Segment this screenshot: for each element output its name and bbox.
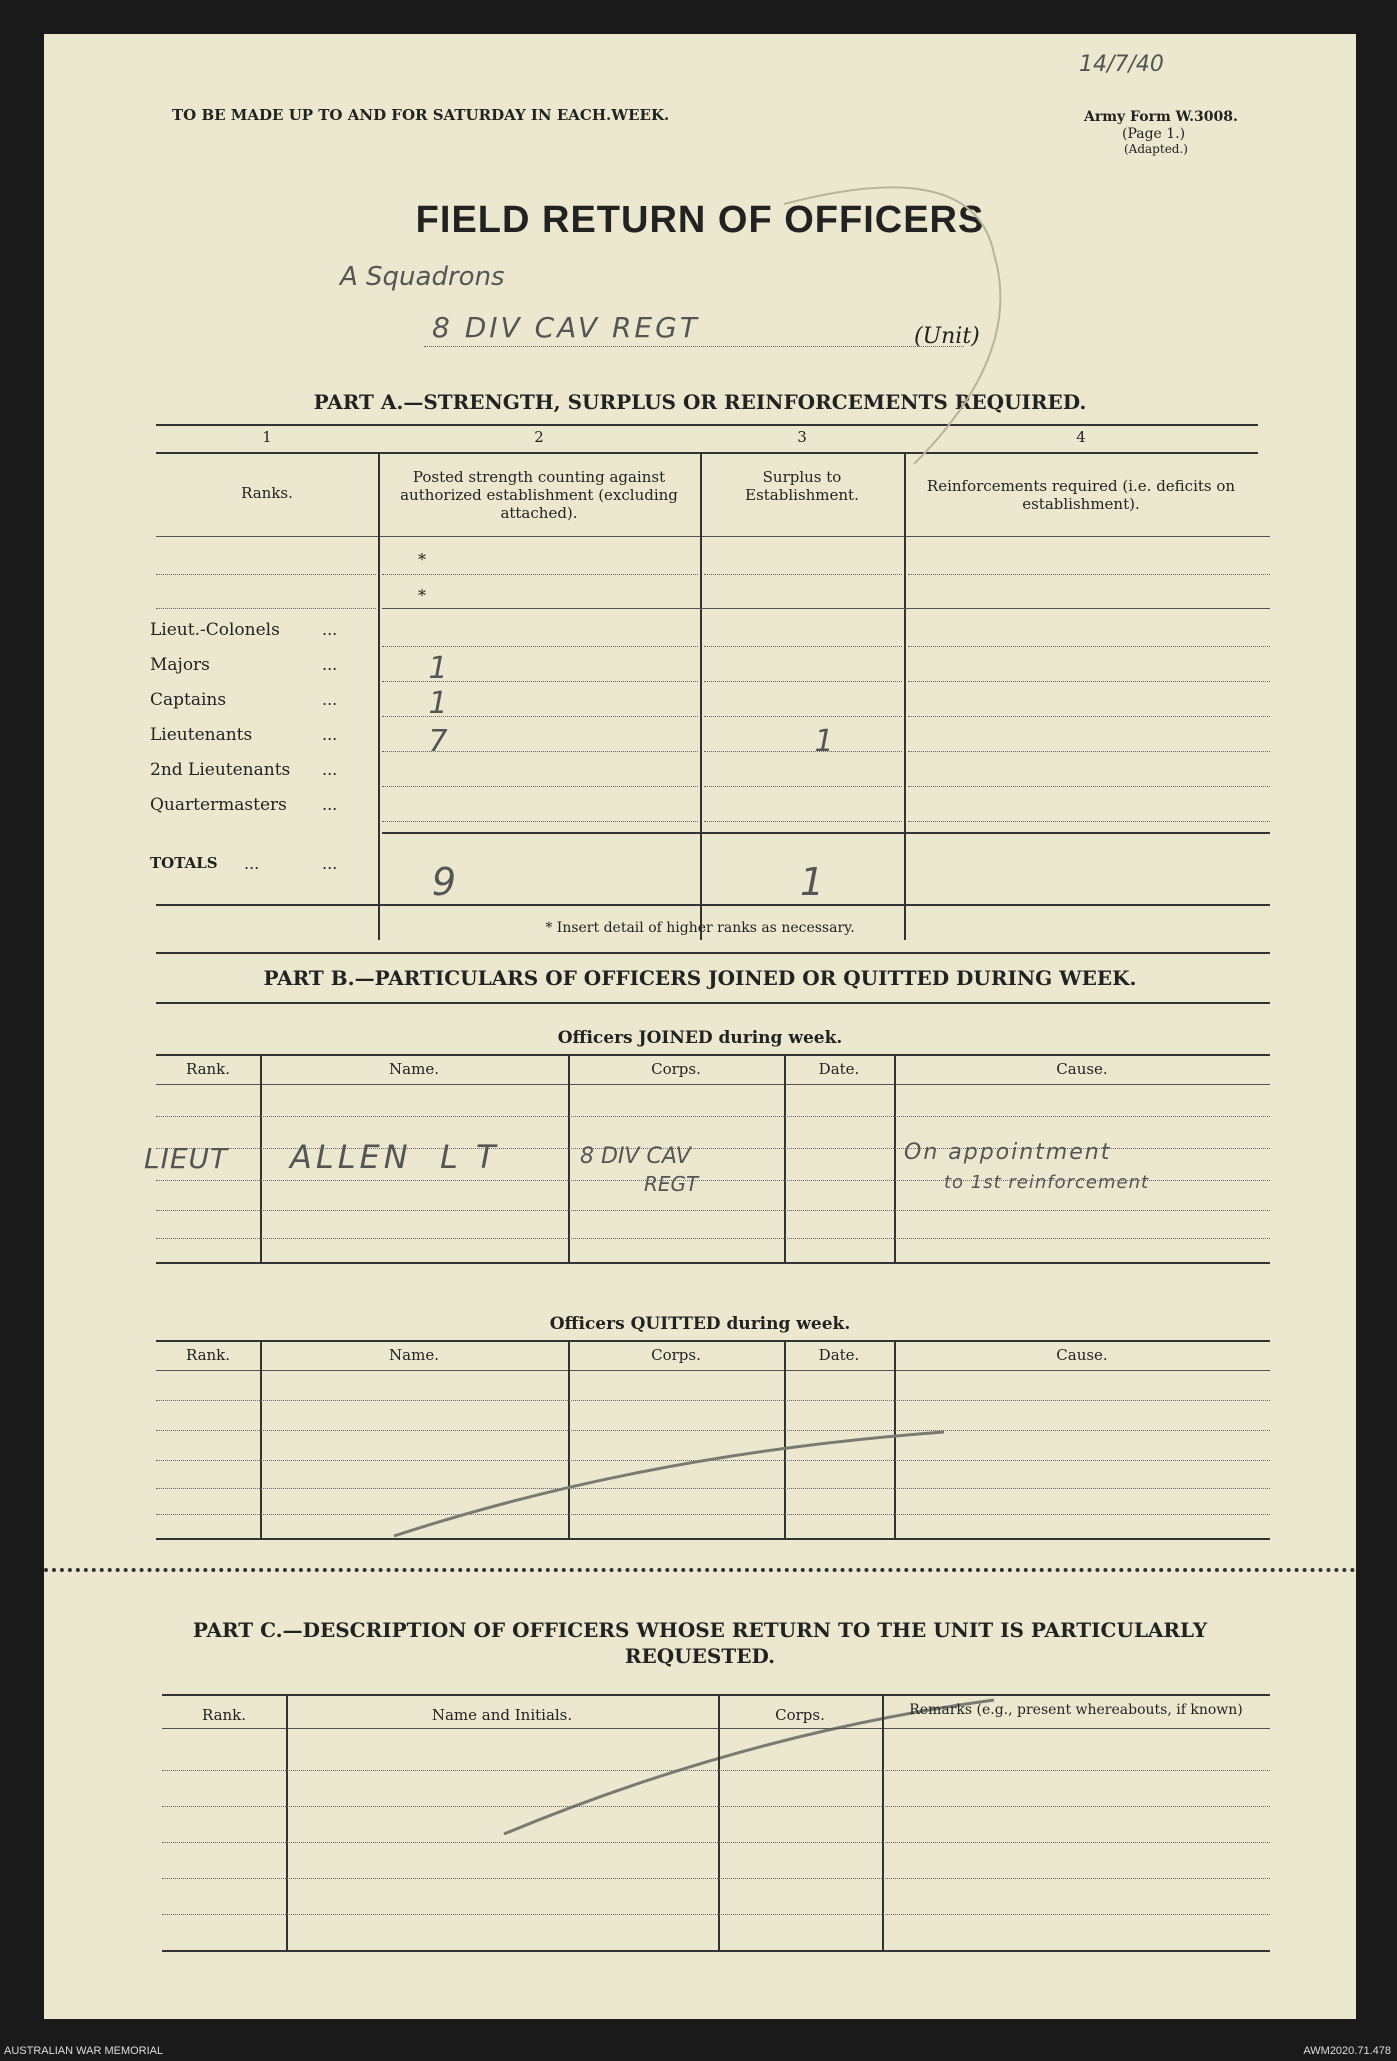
leader: ...: [322, 620, 338, 639]
joined-col-rank: Rank.: [185, 1060, 231, 1078]
part-c-title-line2: REQUESTED.: [624, 1644, 776, 1668]
surplus-value-lieutenants: 1: [814, 724, 834, 759]
quitted-col-date: Date.: [818, 1346, 860, 1364]
leader: ...: [244, 854, 260, 873]
leader: ...: [322, 655, 338, 674]
joined-corps-value-line2: REGT: [644, 1172, 699, 1196]
col-num-2: 2: [534, 428, 544, 446]
col-num-1: 1: [262, 428, 272, 446]
quitted-title: Officers QUITTED during week.: [549, 1314, 851, 1334]
totals-surplus: 1: [799, 860, 825, 904]
joined-corps-value-line1: 8 DIV CAV: [580, 1144, 691, 1169]
joined-col-cause: Cause.: [1056, 1060, 1108, 1078]
footer-archive-name: AUSTRALIAN WAR MEMORIAL: [4, 2045, 164, 2057]
star-row-2: *: [418, 586, 426, 605]
col-num-4: 4: [1076, 428, 1086, 446]
quitted-col-cause: Cause.: [1056, 1346, 1108, 1364]
rank-lieutenants: Lieutenants: [150, 725, 253, 745]
footer-accession-number: AWM2020.71.478: [1303, 2045, 1391, 2057]
page-title: FIELD RETURN OF OFFICERS: [415, 199, 985, 241]
posted-value-majors: 1: [428, 651, 448, 686]
partc-col-corps: Corps.: [775, 1706, 825, 1724]
header-reinforcements: Reinforcements required (i.e. deficits on establishment).: [926, 477, 1236, 513]
col-num-3: 3: [797, 428, 807, 446]
header-surplus: Surplus to Establishment.: [745, 468, 859, 504]
part-a-title: PART A.—STRENGTH, SURPLUS OR REINFORCEMENTS REQUIRED.: [313, 390, 1087, 414]
perforation-line: [44, 1568, 1356, 1572]
header-ranks: Ranks.: [241, 484, 293, 502]
form-adapted: (Adapted.): [1124, 142, 1188, 156]
totals-posted: 9: [431, 860, 457, 904]
rank-majors: Majors: [150, 655, 210, 675]
quitted-col-name: Name.: [389, 1346, 439, 1364]
joined-col-corps: Corps.: [651, 1060, 701, 1078]
joined-title: Officers JOINED during week.: [557, 1028, 843, 1048]
joined-col-name: Name.: [389, 1060, 439, 1078]
leader: ...: [322, 690, 338, 709]
joined-cause-value-line2: to 1st reinforcement: [944, 1172, 1150, 1193]
form-page: (Page 1.): [1122, 126, 1186, 142]
posted-value-captains: 1: [428, 686, 448, 721]
partc-col-rank: Rank.: [201, 1706, 247, 1724]
part-b-title: PART B.—PARTICULARS OF OFFICERS JOINED OR QUITTED DURING WEEK.: [263, 966, 1137, 990]
rank-quartermasters: Quartermasters: [150, 795, 287, 815]
instruction-text: TO BE MADE UP TO AND FOR SATURDAY IN EACH.WEEK.: [172, 106, 670, 124]
leader: ...: [322, 795, 338, 814]
star-row-1: *: [418, 550, 426, 569]
part-c-title-line1: PART C.—DESCRIPTION OF OFFICERS WHOSE RETURN TO THE UNIT IS PARTICULARLY: [192, 1618, 1208, 1642]
leader: ...: [322, 725, 338, 744]
partc-col-remarks: Remarks (e.g., present whereabouts, if known): [909, 1702, 1243, 1718]
posted-value-lieutenants: 7: [428, 724, 448, 759]
joined-name-value: ALLEN L T: [290, 1138, 500, 1176]
handwritten-date: 14/7/40: [1079, 52, 1164, 77]
part-a-footnote: * Insert detail of higher ranks as necessary.: [545, 920, 855, 936]
form-sheet: [44, 34, 1356, 2019]
unit-name-handwritten: 8 DIV CAV REGT: [432, 311, 700, 344]
leader: ...: [322, 854, 338, 873]
quitted-col-rank: Rank.: [185, 1346, 231, 1364]
joined-cause-value-line1: On appointment: [904, 1140, 1112, 1165]
form-number: Army Form W.3008.: [1084, 109, 1238, 125]
rank-captains: Captains: [150, 690, 227, 710]
rank-2nd-lieutenants: 2nd Lieutenants: [150, 760, 291, 780]
quitted-col-corps: Corps.: [651, 1346, 701, 1364]
totals-label: TOTALS: [150, 854, 218, 872]
partc-col-name: Name and Initials.: [431, 1706, 573, 1724]
header-posted: Posted strength counting against authorized establishment (excluding attached).: [400, 468, 678, 522]
unit-label: (Unit): [914, 324, 980, 349]
joined-col-date: Date.: [818, 1060, 860, 1078]
rank-lieut-colonels: Lieut.-Colonels: [150, 620, 280, 640]
joined-rank-value: LIEUT: [144, 1142, 229, 1175]
unit-squadron-handwritten: A Squadrons: [340, 262, 505, 292]
leader: ...: [322, 760, 338, 779]
